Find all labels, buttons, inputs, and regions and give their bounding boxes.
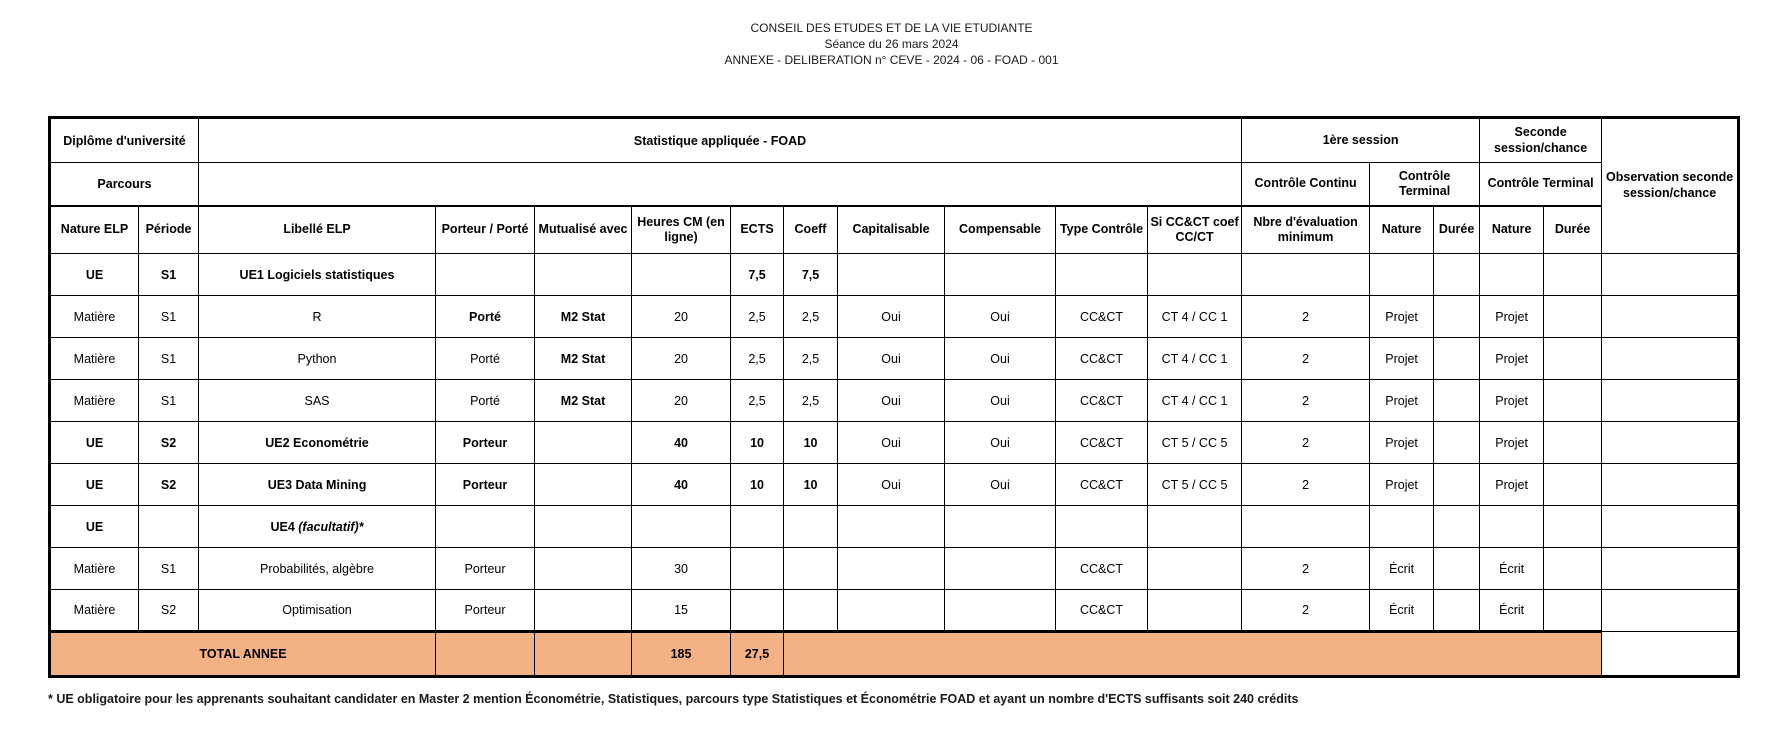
cell-nbre_evaluation: 2 (1242, 296, 1370, 338)
cell-observation (1602, 422, 1739, 464)
cell-nature_elp: UE (50, 422, 139, 464)
cell-compensable: Oui (945, 338, 1056, 380)
cell-porteur_porte: Porteur (436, 464, 535, 506)
cell-s2_ct_nature: Écrit (1480, 548, 1544, 590)
controle-terminal1-header: Contrôle Terminal (1370, 163, 1480, 206)
cell-ects: 10 (731, 464, 784, 506)
cell-s1_ct_nature: Projet (1370, 464, 1434, 506)
cell-s2_ct_nature (1480, 254, 1544, 296)
total-heures: 185 (632, 632, 731, 677)
cell-coeff (784, 548, 838, 590)
column-header-s2_ct_nature: Nature (1480, 206, 1544, 254)
cell-mutualise_avec: M2 Stat (535, 296, 632, 338)
cell-periode: S1 (139, 380, 199, 422)
cell-observation (1602, 380, 1739, 422)
table-row (50, 338, 1739, 380)
cell-type_controle: CC&CT (1056, 548, 1148, 590)
cell-type_controle: CC&CT (1056, 590, 1148, 632)
column-header-nbre_evaluation: Nbre d'évaluation minimum (1242, 206, 1370, 254)
document-table (48, 116, 1740, 678)
table-row (50, 296, 1739, 338)
cell-nbre_evaluation: 2 (1242, 422, 1370, 464)
cell-mutualise_avec (535, 422, 632, 464)
table-row (50, 464, 1739, 506)
total-observation (1602, 632, 1739, 677)
column-header-nature_elp: Nature ELP (50, 206, 139, 254)
cell-capitalisable: Oui (838, 464, 945, 506)
cell-libelle_elp: Probabilités, algèbre (199, 548, 436, 590)
title-line-1: CONSEIL DES ETUDES ET DE LA VIE ETUDIANTE (750, 21, 1033, 35)
cell-s2_ct_duree (1544, 296, 1602, 338)
cell-libelle_elp: Python (199, 338, 436, 380)
title-line-3: ANNEXE - DELIBERATION n° CEVE - 2024 - 06 - FOAD - 001 (724, 53, 1059, 67)
cell-capitalisable: Oui (838, 422, 945, 464)
cell-s1_ct_nature: Projet (1370, 422, 1434, 464)
cell-s2_ct_nature: Projet (1480, 296, 1544, 338)
cell-periode (139, 506, 199, 548)
total-porteur (436, 632, 535, 677)
footnote: * UE obligatoire pour les apprenants souhaitant candidater en Master 2 mention Économétrie, Statistiques, parcours type Statistiques et Économétrie FOAD et ayant un nombre d'ECTS suffisants soit 240 crédits (48, 692, 1299, 706)
header-row-diplome (50, 118, 1739, 163)
cell-ects: 10 (731, 422, 784, 464)
cell-heures_cm (632, 506, 731, 548)
cell-coeff: 7,5 (784, 254, 838, 296)
cell-heures_cm: 15 (632, 590, 731, 632)
column-header-s1_ct_nature: Nature (1370, 206, 1434, 254)
cell-observation (1602, 548, 1739, 590)
cell-capitalisable (838, 254, 945, 296)
cell-coeff (784, 590, 838, 632)
cell-capitalisable: Oui (838, 380, 945, 422)
cell-compensable (945, 506, 1056, 548)
cell-type_controle (1056, 254, 1148, 296)
cell-mutualise_avec (535, 254, 632, 296)
header-row-parcours (50, 163, 1739, 206)
cell-observation (1602, 338, 1739, 380)
cell-periode: S1 (139, 548, 199, 590)
column-header-s2_ct_duree: Durée (1544, 206, 1602, 254)
column-header-libelle_elp: Libellé ELP (199, 206, 436, 254)
cell-s1_ct_duree (1434, 464, 1480, 506)
cell-coeff: 2,5 (784, 380, 838, 422)
cell-s2_ct_duree (1544, 338, 1602, 380)
cell-capitalisable: Oui (838, 338, 945, 380)
cell-capitalisable (838, 548, 945, 590)
cell-periode: S2 (139, 422, 199, 464)
cell-mutualise_avec (535, 590, 632, 632)
cell-porteur_porte: Porté (436, 380, 535, 422)
diplome-label: Diplôme d'université (50, 118, 199, 163)
column-header-s1_ct_duree: Durée (1434, 206, 1480, 254)
cell-type_controle: CC&CT (1056, 464, 1148, 506)
cell-s2_ct_duree (1544, 254, 1602, 296)
cell-porteur_porte: Porteur (436, 422, 535, 464)
cell-capitalisable (838, 590, 945, 632)
cell-s2_ct_duree (1544, 464, 1602, 506)
cell-mutualise_avec (535, 464, 632, 506)
cell-libelle_elp: Optimisation (199, 590, 436, 632)
cell-mutualise_avec: M2 Stat (535, 380, 632, 422)
cell-heures_cm: 40 (632, 422, 731, 464)
cell-nbre_evaluation: 2 (1242, 338, 1370, 380)
column-header-periode: Période (139, 206, 199, 254)
cell-s2_ct_duree (1544, 506, 1602, 548)
cell-s2_ct_duree (1544, 548, 1602, 590)
cell-heures_cm: 30 (632, 548, 731, 590)
parcours-label: Parcours (50, 163, 199, 206)
cell-s2_ct_nature: Projet (1480, 380, 1544, 422)
controle-terminal2-header: Contrôle Terminal (1480, 163, 1602, 206)
cell-heures_cm: 20 (632, 380, 731, 422)
cell-coeff: 2,5 (784, 296, 838, 338)
cell-nbre_evaluation: 2 (1242, 464, 1370, 506)
cell-observation (1602, 464, 1739, 506)
cell-compensable: Oui (945, 464, 1056, 506)
cell-compensable: Oui (945, 380, 1056, 422)
cell-si_ccct_coef: CT 4 / CC 1 (1148, 338, 1242, 380)
programme-title: Statistique appliquée - FOAD (199, 118, 1242, 163)
cell-s2_ct_nature: Projet (1480, 422, 1544, 464)
cell-nature_elp: Matière (50, 548, 139, 590)
cell-periode: S1 (139, 338, 199, 380)
cell-ects (731, 548, 784, 590)
table-row (50, 590, 1739, 632)
cell-porteur_porte: Porteur (436, 548, 535, 590)
cell-observation (1602, 296, 1739, 338)
column-header-heures_cm: Heures CM (en ligne) (632, 206, 731, 254)
cell-observation (1602, 506, 1739, 548)
cell-nature_elp: UE (50, 464, 139, 506)
session1-header: 1ère session (1242, 118, 1480, 163)
controle-continu-header: Contrôle Continu (1242, 163, 1370, 206)
cell-coeff: 10 (784, 464, 838, 506)
cell-si_ccct_coef: CT 5 / CC 5 (1148, 464, 1242, 506)
table-row (50, 380, 1739, 422)
cell-s1_ct_duree (1434, 380, 1480, 422)
table-row (50, 422, 1739, 464)
cell-s1_ct_nature: Écrit (1370, 590, 1434, 632)
cell-nbre_evaluation: 2 (1242, 380, 1370, 422)
cell-s1_ct_nature: Projet (1370, 338, 1434, 380)
cell-compensable: Oui (945, 422, 1056, 464)
total-label: TOTAL ANNEE (50, 632, 436, 677)
cell-si_ccct_coef (1148, 590, 1242, 632)
cell-s1_ct_nature (1370, 506, 1434, 548)
cell-nature_elp: UE (50, 254, 139, 296)
observation-header: Observation seconde session/chance (1602, 118, 1739, 254)
cell-heures_cm: 20 (632, 338, 731, 380)
cell-nbre_evaluation: 2 (1242, 590, 1370, 632)
cell-ects: 2,5 (731, 296, 784, 338)
column-header-type_controle: Type Contrôle (1056, 206, 1148, 254)
cell-heures_cm: 40 (632, 464, 731, 506)
cell-heures_cm (632, 254, 731, 296)
cell-type_controle: CC&CT (1056, 338, 1148, 380)
title-line-2: Séance du 26 mars 2024 (824, 37, 959, 51)
total-row (50, 632, 1739, 677)
column-header-coeff: Coeff (784, 206, 838, 254)
cell-s2_ct_duree (1544, 590, 1602, 632)
table-row (50, 254, 1739, 296)
column-header-mutualise_avec: Mutualisé avec (535, 206, 632, 254)
column-header-compensable: Compensable (945, 206, 1056, 254)
table-row (50, 506, 1739, 548)
total-filler (784, 632, 1602, 677)
cell-nature_elp: Matière (50, 338, 139, 380)
column-header-ects: ECTS (731, 206, 784, 254)
cell-s2_ct_nature: Écrit (1480, 590, 1544, 632)
cell-libelle_elp: UE3 Data Mining (199, 464, 436, 506)
cell-s1_ct_duree (1434, 548, 1480, 590)
cell-si_ccct_coef (1148, 254, 1242, 296)
cell-nature_elp: Matière (50, 296, 139, 338)
cell-libelle_elp: R (199, 296, 436, 338)
total-ects: 27,5 (731, 632, 784, 677)
cell-mutualise_avec (535, 548, 632, 590)
cell-si_ccct_coef (1148, 548, 1242, 590)
cell-ects: 2,5 (731, 380, 784, 422)
cell-periode: S1 (139, 296, 199, 338)
cell-periode: S2 (139, 590, 199, 632)
cell-s1_ct_duree (1434, 338, 1480, 380)
cell-s2_ct_duree (1544, 422, 1602, 464)
column-header-porteur_porte: Porteur / Porté (436, 206, 535, 254)
cell-coeff (784, 506, 838, 548)
cell-s2_ct_nature: Projet (1480, 464, 1544, 506)
cell-observation (1602, 590, 1739, 632)
cell-porteur_porte: Porté (436, 296, 535, 338)
cell-coeff: 2,5 (784, 338, 838, 380)
cell-s1_ct_duree (1434, 422, 1480, 464)
column-header-capitalisable: Capitalisable (838, 206, 945, 254)
cell-heures_cm: 20 (632, 296, 731, 338)
cell-ects (731, 590, 784, 632)
cell-compensable (945, 254, 1056, 296)
column-header-si_ccct_coef: Si CC&CT coef CC/CT (1148, 206, 1242, 254)
table-row (50, 548, 1739, 590)
cell-s2_ct_nature (1480, 506, 1544, 548)
cell-si_ccct_coef: CT 5 / CC 5 (1148, 422, 1242, 464)
cell-nbre_evaluation (1242, 506, 1370, 548)
cell-si_ccct_coef (1148, 506, 1242, 548)
cell-porteur_porte: Porteur (436, 590, 535, 632)
total-mutualise (535, 632, 632, 677)
cell-capitalisable: Oui (838, 296, 945, 338)
cell-s1_ct_nature: Projet (1370, 380, 1434, 422)
cell-porteur_porte (436, 254, 535, 296)
cell-libelle_elp: UE4 (facultatif)* (199, 506, 436, 548)
cell-libelle_elp: SAS (199, 380, 436, 422)
cell-observation (1602, 254, 1739, 296)
cell-compensable (945, 590, 1056, 632)
cell-nature_elp: Matière (50, 380, 139, 422)
cell-s1_ct_nature: Écrit (1370, 548, 1434, 590)
cell-s2_ct_nature: Projet (1480, 338, 1544, 380)
cell-libelle_elp: UE1 Logiciels statistiques (199, 254, 436, 296)
cell-nature_elp: UE (50, 506, 139, 548)
cell-mutualise_avec (535, 506, 632, 548)
cell-compensable: Oui (945, 296, 1056, 338)
cell-libelle_elp: UE2 Econométrie (199, 422, 436, 464)
cell-porteur_porte (436, 506, 535, 548)
parcours-value (199, 163, 1242, 206)
cell-type_controle: CC&CT (1056, 422, 1148, 464)
cell-ects (731, 506, 784, 548)
cell-s1_ct_duree (1434, 590, 1480, 632)
cell-capitalisable (838, 506, 945, 548)
cell-si_ccct_coef: CT 4 / CC 1 (1148, 380, 1242, 422)
cell-porteur_porte: Porté (436, 338, 535, 380)
cell-periode: S2 (139, 464, 199, 506)
cell-ects: 7,5 (731, 254, 784, 296)
cell-s2_ct_duree (1544, 380, 1602, 422)
cell-s1_ct_nature (1370, 254, 1434, 296)
cell-type_controle (1056, 506, 1148, 548)
cell-s1_ct_duree (1434, 254, 1480, 296)
cell-s1_ct_duree (1434, 296, 1480, 338)
session2-header: Seconde session/chance (1480, 118, 1602, 163)
cell-mutualise_avec: M2 Stat (535, 338, 632, 380)
document-header (0, 20, 1783, 68)
cell-periode: S1 (139, 254, 199, 296)
cell-ects: 2,5 (731, 338, 784, 380)
cell-type_controle: CC&CT (1056, 380, 1148, 422)
cell-si_ccct_coef: CT 4 / CC 1 (1148, 296, 1242, 338)
cell-s1_ct_nature: Projet (1370, 296, 1434, 338)
column-header-row (50, 206, 1739, 254)
cell-nbre_evaluation: 2 (1242, 548, 1370, 590)
cell-nature_elp: Matière (50, 590, 139, 632)
cell-nbre_evaluation (1242, 254, 1370, 296)
cell-compensable (945, 548, 1056, 590)
cell-coeff: 10 (784, 422, 838, 464)
cell-s1_ct_duree (1434, 506, 1480, 548)
cell-type_controle: CC&CT (1056, 296, 1148, 338)
